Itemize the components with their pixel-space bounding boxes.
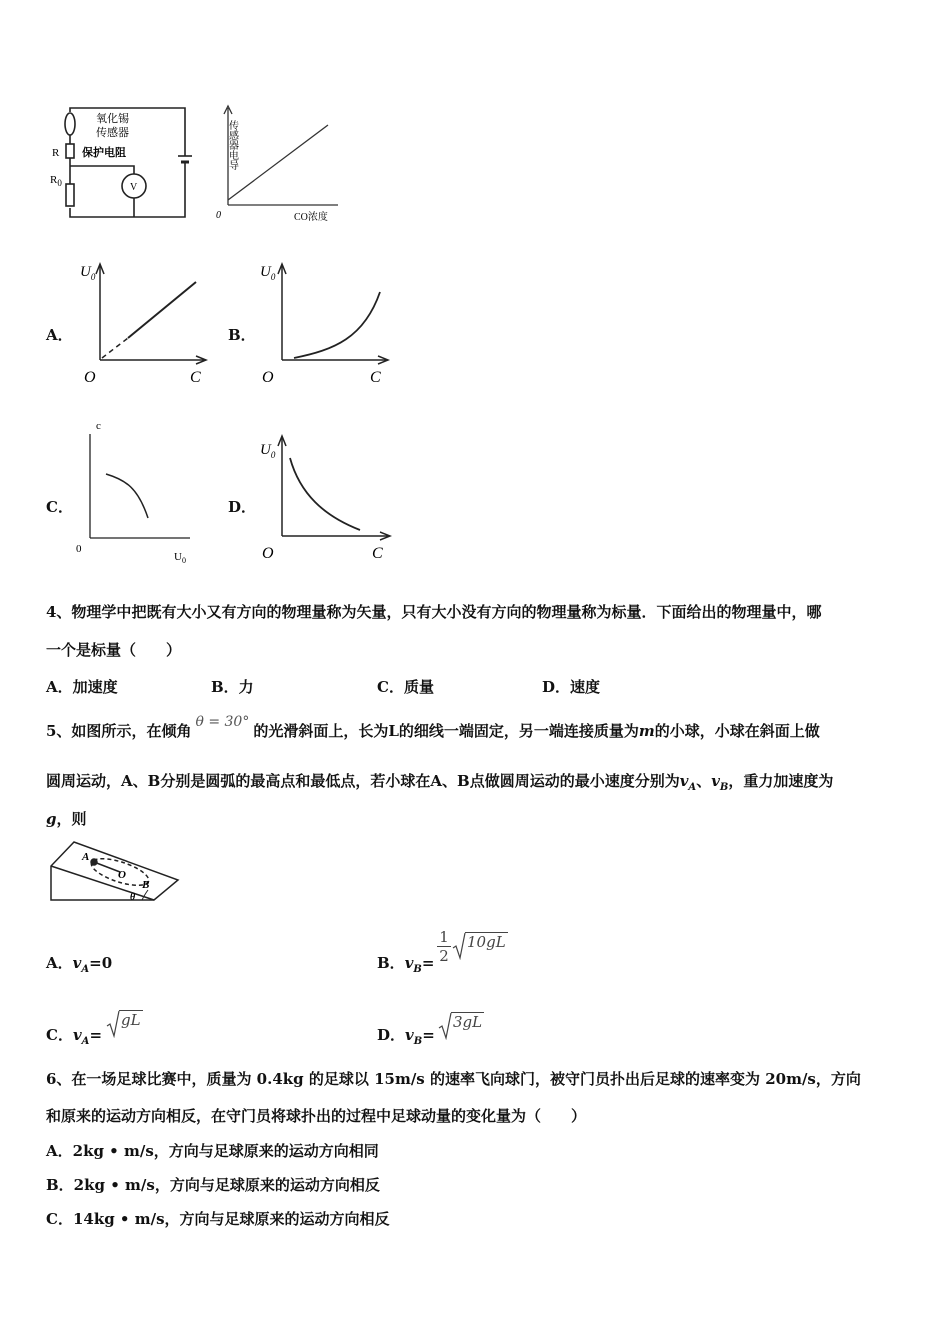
q3d-u0-sub: 0: [270, 450, 276, 460]
q6-option-a[interactable]: A．2kg • m/s，方向与足球原来的运动方向相同: [46, 1142, 379, 1160]
q5-L: L: [388, 722, 399, 740]
incline-A: A: [82, 851, 90, 863]
q5d-sub: B: [413, 1036, 423, 1047]
q5-vA: v: [679, 772, 689, 790]
q5-post-1: 的光滑斜面上，长为: [253, 722, 389, 740]
q4-option-c[interactable]: C．质量: [377, 678, 434, 696]
q5-text-line2: [46, 770, 833, 799]
q3c-u0-sub: 0: [181, 556, 186, 565]
q3c-u0: U: [174, 551, 182, 563]
q5c-radicand: gL: [121, 1011, 141, 1029]
q5-option-b[interactable]: [377, 952, 434, 975]
q5d-radical-icon: [438, 1012, 452, 1040]
q4-text-line2: 一个是标量（ ）: [46, 641, 182, 659]
r0-label: R: [50, 174, 58, 186]
q6-option-c[interactable]: C．14kg • m/s，方向与足球原来的运动方向相反: [46, 1210, 390, 1228]
q3-option-b[interactable]: B．: [228, 326, 256, 344]
q5-sep: 、: [696, 772, 712, 790]
svg-text:R0: [50, 174, 62, 188]
q3-option-c[interactable]: C．: [46, 498, 73, 516]
q3-option-d[interactable]: D．: [228, 498, 257, 516]
sensor-graph-ylabel: 传感器电导: [226, 120, 238, 170]
q3-graph-d: [254, 430, 399, 565]
q4-option-d[interactable]: D．速度: [542, 678, 601, 696]
q5-option-d[interactable]: [377, 1024, 435, 1047]
q3a-c: C: [190, 369, 201, 386]
q5-option-a[interactable]: [46, 952, 112, 975]
q3b-u0: U: [260, 264, 271, 280]
q5-l2b: A、B: [121, 772, 161, 790]
q5b-sub: B: [413, 964, 422, 975]
q3d-c: C: [372, 545, 383, 562]
q5-text-line3: [46, 808, 87, 830]
r-label: R: [52, 147, 60, 159]
q5b-den: 2: [437, 946, 451, 965]
q3d-origin: O: [262, 545, 274, 562]
svg-text:U0: [174, 551, 186, 565]
q3a-origin: O: [84, 369, 96, 386]
q5c-label: C．: [46, 1026, 73, 1044]
q5b-v: v: [404, 954, 414, 972]
q5-option-c[interactable]: [46, 1024, 102, 1047]
q5c-eq: =: [89, 1026, 103, 1044]
sensor-graph-origin: 0: [216, 210, 221, 221]
q6-text-line1: 6、在一场足球比赛中，质量为 0.4kg 的足球以 15m/s 的速率飞向球门，被守门员扑出后足球的速率变为 20m/s，方向: [46, 1070, 861, 1088]
q3b-u0-sub: 0: [270, 272, 276, 282]
svg-text:U0: [80, 264, 96, 282]
q5-vA-sub: A: [688, 782, 697, 793]
q5-l2a: 圆周运动，: [46, 772, 122, 790]
q5-post-3: 的小球，小球在斜面上做: [654, 722, 820, 740]
q5c-radical-icon: [106, 1010, 120, 1038]
incline-theta: θ: [130, 892, 136, 903]
q5d-v: v: [405, 1026, 414, 1044]
q5b-radicand: 10gL: [467, 933, 506, 951]
voltmeter-label: V: [130, 182, 138, 193]
q5a-label: A．: [46, 954, 73, 972]
q5a-sub: A: [81, 964, 90, 975]
q5c-sub: A: [81, 1036, 90, 1047]
q5b-radical-icon: [452, 932, 466, 960]
q5-m: m: [638, 722, 655, 740]
q5-then: ，则: [56, 810, 87, 828]
sensor-label-1: 氧化锡: [96, 113, 129, 125]
q5-text-line1: [46, 714, 820, 743]
q3-option-a[interactable]: A．: [46, 326, 73, 344]
svg-text:U0: [260, 442, 276, 460]
q5-g: g: [46, 810, 57, 828]
q5-l2f: ，重力加速度为: [728, 772, 834, 790]
protect-label: 保护电阻: [82, 147, 126, 159]
q5-l2c: 分别是圆弧的最高点和最低点，若小球在: [160, 772, 431, 790]
q3b-c: C: [370, 369, 381, 386]
q5d-label: D．: [377, 1026, 406, 1044]
q5b-label: B．: [377, 954, 405, 972]
q6-option-b[interactable]: B．2kg • m/s，方向与足球原来的运动方向相反: [46, 1176, 380, 1194]
q5b-eq: =: [421, 954, 435, 972]
incline-diagram: [46, 836, 186, 908]
r0-sub: 0: [57, 178, 62, 188]
q5a-expr: =0: [89, 954, 113, 972]
q5b-num: 1: [439, 928, 449, 946]
q5c-v: v: [72, 1026, 82, 1044]
q3a-u0: U: [80, 264, 91, 280]
q5-post-2: 的细线一端固定，另一端连接质量为: [398, 722, 639, 740]
q5-pre: 5、如图所示，在倾角: [46, 722, 192, 740]
q5-angle: θ = 30°: [195, 714, 250, 730]
q4-option-b[interactable]: B．力: [211, 678, 254, 696]
q5-vB-sub: B: [719, 782, 729, 793]
incline-O: O: [118, 869, 126, 881]
q5-l2e: 点做圆周运动的最小速度分别为: [469, 772, 680, 790]
q3c-origin: 0: [76, 543, 82, 555]
q5b-fraction: [437, 928, 451, 965]
q5-l2d: A、B: [430, 772, 470, 790]
sensor-conductance-graph: [210, 100, 360, 230]
sensor-graph-xlabel: CO浓度: [294, 212, 328, 223]
q4-text-line1: 4、物理学中把既有大小又有方向的物理量称为矢量，只有大小没有方向的物理量称为标量．下面给出的物理量中，哪: [46, 603, 822, 621]
svg-text:U0: [260, 264, 276, 282]
q3b-origin: O: [262, 369, 274, 386]
q6-text-line2: 和原来的运动方向相反，在守门员将球扑出的过程中足球动量的变化量为（ ）: [46, 1107, 587, 1125]
sensor-label-2: 传感器: [96, 127, 129, 139]
q3d-u0: U: [260, 442, 271, 458]
q4-option-a[interactable]: A．加速度: [46, 678, 118, 696]
q5d-radicand: 3gL: [453, 1013, 483, 1031]
q3a-u0-sub: 0: [90, 272, 96, 282]
q3-graph-b: [254, 258, 394, 388]
q5d-eq: =: [422, 1026, 435, 1044]
incline-B: B: [142, 879, 150, 891]
q3-graph-c: [74, 416, 204, 566]
q3c-c: c: [96, 420, 101, 432]
q5a-v: v: [72, 954, 82, 972]
q5-vB: v: [711, 772, 720, 790]
q3-graph-a: [76, 258, 216, 388]
